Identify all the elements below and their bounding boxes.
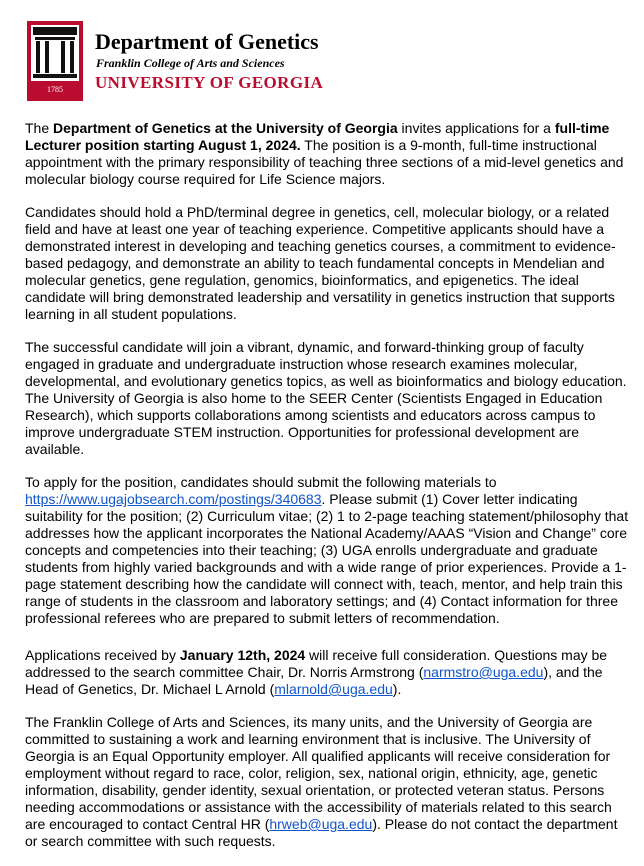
paragraph-deadline: Applications received by January 12th, 2024 will receive full consideration. Questions may be addressed to the search committee Chair, Dr. Norris Armstrong (narmstro@uga.edu), and the Head of Genetics, Dr. Michael L Arnold (mlarnold@uga.edu). [25,647,608,697]
letter-body [25,120,629,866]
paragraph-intro: The Department of Genetics at the University of Georgia invites applications for a full-time Lecturer position starting August 1, 2024. The position is a 9-month, full-time instructional appointment with the primary responsibility of teaching three sections of a mid-level genetics and molecular biology course required for Life Science majors. [25,120,624,187]
seal-year: 1785 [47,85,63,94]
university-name: UNIVERSITY OF GEORGIA [95,73,324,92]
head-email-link[interactable]: mlarnold@uga.edu [274,681,393,697]
paragraph-qualifications: Candidates should hold a PhD/terminal degree in genetics, cell, molecular biology, or a related field and have at least one year of teaching experience. Competitive applicants should have a demonstrated interest in developing and teaching genetics courses, a commitment to evidence-based pedagogy, and demonstrate an ability to teach fundamental concepts in Mendelian and molecular genetics, gene regulation, genomics, bioinformatics, and epigenetics. The ideal candidate will bring demonstrated leadership and versatility in genetics instruction that supports learning in all student populations. [25,204,616,322]
paragraph-environment: The successful candidate will join a vibrant, dynamic, and forward-thinking group of faculty engaged in graduate and undergraduate instruction whose research examines molecular, developmental, and evolutionary genetics topics, as well as bioinformatics and biology education. The University of Georgia is also home to the SEER Center (Scientists Engaged in Education Research), which supports collaborations among scientists and educators across campus to improve undergraduate STEM instruction. Opportunities for professional development are available. [25,339,627,457]
college-name: Franklin College of Arts and Sciences [96,56,285,70]
posting-link[interactable]: https://www.ugajobsearch.com/postings/340683 [25,491,322,507]
hr-email-link[interactable]: hrweb@uga.edu [269,816,373,832]
chair-email-link[interactable]: narmstro@uga.edu [423,664,544,680]
department-title: Department of Genetics [95,29,319,54]
letterhead [0,0,644,118]
paragraph-eeo: The Franklin College of Arts and Sciences, its many units, and the University of Georgia are committed to sustaining a work and learning environment that is inclusive. The University of Georgia is an Equal Opportunity employer. All qualified applicants will receive consideration for employment without regard to race, color, religion, sex, national origin, ethnicity, age, genetic information, disability, gender identity, sexual orientation, or protected veteran status. Persons needing accommodations or assistance with the accessibility of materials related to this search are encouraged to contact Central HR (hrweb@uga.edu). Please do not contact the department or search committee with such requests. [25,714,618,849]
paragraph-application: To apply for the position, candidates should submit the following materials to https://www.ugajobsearch.com/postings/340683. Please submit (1) Cover letter indicating suitability for the position; (2) Curriculum vitae; (2) 1 to 2-page teaching statement/philosophy that addresses how the applicant incorporates the National Academy/AAAS “Vision and Change” core concepts and competencies into their teaching; (3) UGA enrolls undergraduate and graduate students from highly varied backgrounds and with a wide range of prior experiences. Provide a 1-page statement describing how the candidate will connect with, teach, mentor, and help train this range of students in the classroom and laboratory settings; and (4) Contact information for three professional referees who are prepared to submit letters of recommendation. [25,474,629,626]
uga-arch-logo [27,21,83,101]
